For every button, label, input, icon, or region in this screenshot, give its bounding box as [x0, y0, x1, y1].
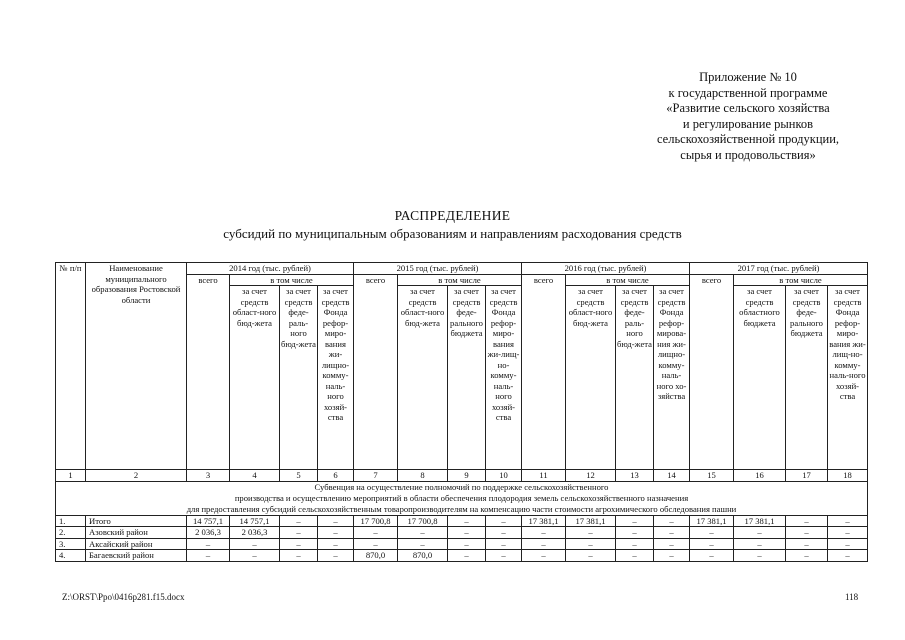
- row-cell: –: [486, 527, 522, 539]
- header-source: за счет средств феде-рального бюджета: [786, 286, 828, 470]
- header-incl: в том числе: [398, 274, 522, 286]
- row-cell: –: [522, 527, 566, 539]
- table-row: [56, 550, 868, 562]
- row-cell: –: [318, 527, 354, 539]
- row-cell: 17 381,1: [566, 515, 616, 527]
- row-cell: –: [522, 538, 566, 550]
- row-cell: –: [280, 550, 318, 562]
- column-number: 9: [448, 470, 486, 482]
- row-name: Аксайский район: [86, 538, 187, 550]
- row-cell: –: [486, 550, 522, 562]
- header-source: за счет средств Фонда рефор-миро-вания жи-лищно-комму-наль-ного хозяй-ства: [318, 286, 354, 470]
- row-cell: 17 381,1: [690, 515, 734, 527]
- header-incl: в том числе: [230, 274, 354, 286]
- row-cell: –: [828, 515, 868, 527]
- section-row: [56, 481, 868, 515]
- column-number: 14: [654, 470, 690, 482]
- column-number: 13: [616, 470, 654, 482]
- row-name: Багаевский район: [86, 550, 187, 562]
- row-cell: –: [280, 527, 318, 539]
- row-cell: –: [786, 550, 828, 562]
- header-name: Наименование муниципального образования Ростовской области: [86, 263, 187, 470]
- row-cell: –: [566, 538, 616, 550]
- column-number: 15: [690, 470, 734, 482]
- appendix-block: [630, 70, 866, 164]
- header-row-years: [56, 263, 868, 275]
- column-number: 12: [566, 470, 616, 482]
- header-year-2015: 2015 год (тыс. рублей): [354, 263, 522, 275]
- appendix-line: Приложение № 10: [699, 70, 797, 84]
- header-source: за счет средств феде-рального бюджета: [448, 286, 486, 470]
- column-number: 6: [318, 470, 354, 482]
- header-total: всего: [522, 274, 566, 470]
- row-cell: –: [280, 538, 318, 550]
- row-cell: –: [734, 527, 786, 539]
- header-year-2016: 2016 год (тыс. рублей): [522, 263, 690, 275]
- row-cell: –: [654, 527, 690, 539]
- row-cell: 2 036,3: [187, 527, 230, 539]
- header-source: за счет средств област-ного бюд-жета: [398, 286, 448, 470]
- section-line: для предоставления субсидий сельскохозяйственным товаропроизводителям на компенсацию части стоимости агрохимического обследования пашни: [186, 503, 737, 514]
- column-number: 11: [522, 470, 566, 482]
- row-cell: –: [318, 538, 354, 550]
- column-number: 4: [230, 470, 280, 482]
- row-num: 2.: [56, 527, 86, 539]
- column-number: 7: [354, 470, 398, 482]
- column-number-row: [56, 470, 868, 482]
- header-source: за счет средств Фонда рефор-мирова-ния жи-лищно-комму-наль-ного хо-зяйства: [654, 286, 690, 470]
- column-number: 18: [828, 470, 868, 482]
- row-cell: –: [828, 527, 868, 539]
- row-cell: –: [734, 550, 786, 562]
- row-cell: –: [616, 538, 654, 550]
- row-cell: –: [230, 550, 280, 562]
- table-row: [56, 538, 868, 550]
- section-heading: [56, 481, 868, 515]
- row-cell: –: [448, 550, 486, 562]
- row-cell: 17 700,8: [354, 515, 398, 527]
- table-row: [56, 527, 868, 539]
- header-total: всего: [690, 274, 734, 470]
- row-cell: –: [786, 527, 828, 539]
- header-source: за счет средств Фонда рефор-миро-вания жи-лищ-но-комму-наль-ного хозяй-ства: [828, 286, 868, 470]
- appendix-line: сельскохозяйственной продукции,: [656, 132, 840, 147]
- header-source: за счет средств областного бюджета: [734, 286, 786, 470]
- row-cell: –: [398, 538, 448, 550]
- appendix-line: и регулирование рынков: [682, 116, 814, 131]
- header-source: за счет средств област-ного бюд-жета: [566, 286, 616, 470]
- header-incl: в том числе: [566, 274, 690, 286]
- header-num: № п/п: [56, 263, 86, 470]
- row-cell: –: [654, 515, 690, 527]
- row-cell: –: [566, 527, 616, 539]
- row-cell: –: [187, 538, 230, 550]
- column-number: 16: [734, 470, 786, 482]
- row-cell: –: [616, 527, 654, 539]
- header-source: за счет средств област-ного бюд-жета: [230, 286, 280, 470]
- row-name: Итого: [86, 515, 187, 527]
- row-cell: –: [230, 538, 280, 550]
- row-cell: 14 757,1: [230, 515, 280, 527]
- header-source: за счет средств феде-раль-ного бюд-жета: [616, 286, 654, 470]
- row-cell: –: [690, 550, 734, 562]
- row-cell: –: [486, 515, 522, 527]
- row-name: Азовский район: [86, 527, 187, 539]
- document-subtitle: субсидий по муниципальным образованиям и направлениям расходования средств: [223, 226, 682, 241]
- appendix-line: к государственной программе: [668, 85, 828, 100]
- column-number: 3: [187, 470, 230, 482]
- row-cell: –: [654, 550, 690, 562]
- header-total: всего: [354, 274, 398, 470]
- column-number: 10: [486, 470, 522, 482]
- row-cell: –: [187, 550, 230, 562]
- header-total: всего: [187, 274, 230, 470]
- row-num: 3.: [56, 538, 86, 550]
- row-cell: –: [318, 550, 354, 562]
- row-cell: –: [448, 538, 486, 550]
- row-cell: –: [654, 538, 690, 550]
- row-cell: –: [690, 538, 734, 550]
- header-year-2014: 2014 год (тыс. рублей): [187, 263, 354, 275]
- column-number: 2: [86, 470, 187, 482]
- row-cell: 17 381,1: [734, 515, 786, 527]
- row-cell: –: [566, 550, 616, 562]
- row-cell: 2 036,3: [230, 527, 280, 539]
- row-cell: –: [690, 527, 734, 539]
- row-cell: –: [398, 527, 448, 539]
- footer-file-path: Z:\ORST\Ppo\0416p281.f15.docx: [62, 592, 185, 602]
- row-cell: –: [486, 538, 522, 550]
- header-incl: в том числе: [734, 274, 868, 286]
- row-cell: –: [448, 515, 486, 527]
- column-number: 17: [786, 470, 828, 482]
- row-cell: –: [828, 550, 868, 562]
- row-cell: –: [786, 515, 828, 527]
- appendix-line: «Развитие сельского хозяйства: [666, 101, 830, 116]
- section-line: производства и осуществлению мероприятий в области обеспечения плодородия земель сельскохозяйственного назначения: [234, 492, 689, 503]
- row-cell: –: [734, 538, 786, 550]
- row-cell: –: [448, 527, 486, 539]
- row-cell: 870,0: [398, 550, 448, 562]
- row-num: 4.: [56, 550, 86, 562]
- row-cell: 14 757,1: [187, 515, 230, 527]
- row-cell: –: [522, 550, 566, 562]
- footer-page-number: 118: [845, 592, 859, 602]
- column-number: 8: [398, 470, 448, 482]
- row-cell: 870,0: [354, 550, 398, 562]
- row-cell: –: [354, 527, 398, 539]
- row-cell: –: [318, 515, 354, 527]
- row-num: 1.: [56, 515, 86, 527]
- row-cell: –: [828, 538, 868, 550]
- column-number: 1: [56, 470, 86, 482]
- header-source: за счет средств Фонда рефор-миро-вания жи-лищ-но-комму-наль-ного хозяй-ства: [486, 286, 522, 470]
- row-cell: –: [280, 515, 318, 527]
- section-line: Субвенция на осуществление полномочий по поддержке сельскохозяйственного: [314, 481, 609, 492]
- row-cell: –: [616, 515, 654, 527]
- column-number: 5: [280, 470, 318, 482]
- header-source: за счет средств феде-раль-ного бюд-жета: [280, 286, 318, 470]
- table-row: [56, 515, 868, 527]
- row-cell: 17 700,8: [398, 515, 448, 527]
- document-heading: РАСПРЕДЕЛЕНИЕ: [394, 208, 511, 223]
- row-cell: 17 381,1: [522, 515, 566, 527]
- header-year-2017: 2017 год (тыс. рублей): [690, 263, 868, 275]
- appendix-line: сырья и продовольствия»: [680, 147, 816, 162]
- distribution-table: [55, 262, 868, 562]
- row-cell: –: [786, 538, 828, 550]
- row-cell: –: [616, 550, 654, 562]
- row-cell: –: [354, 538, 398, 550]
